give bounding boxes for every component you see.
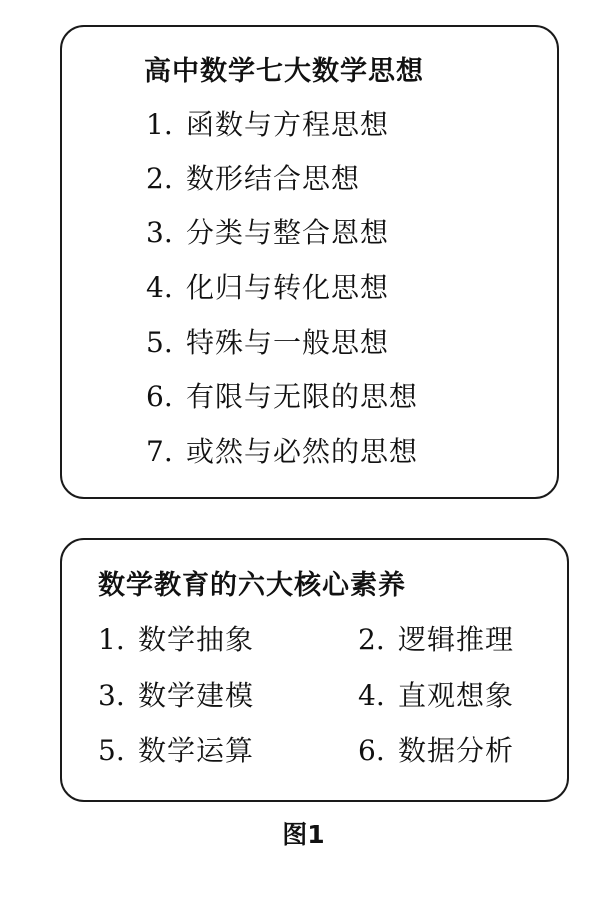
list-item [98, 680, 254, 712]
list-item [146, 272, 389, 304]
list-item [146, 436, 418, 468]
item-text: 数学运算 [138, 734, 255, 767]
item-number: 2. [358, 623, 385, 656]
item-number: 5. [98, 734, 125, 767]
list-item [358, 680, 514, 712]
item-number: 3. [146, 216, 173, 249]
list-item [146, 163, 360, 195]
list-item [358, 735, 514, 767]
item-number: 4. [358, 679, 385, 712]
list-item [146, 217, 389, 249]
list-item [146, 327, 389, 359]
core-literacy-title: 数学教育的六大核心素养 [98, 570, 406, 601]
item-text: 化归与转化思想 [186, 271, 390, 304]
item-text: 数据分析 [398, 734, 515, 767]
list-item [98, 624, 254, 656]
item-text: 分类与整合恩想 [186, 216, 390, 249]
item-text: 数学建模 [138, 679, 255, 712]
math-thoughts-title: 高中数学七大数学思想 [144, 56, 424, 87]
item-text: 函数与方程思想 [186, 108, 390, 141]
item-number: 7. [146, 435, 173, 468]
item-number: 1. [98, 623, 125, 656]
item-text: 直观想象 [398, 679, 515, 712]
list-item [358, 624, 514, 656]
list-item [146, 109, 389, 141]
item-text: 逻辑推理 [398, 623, 515, 656]
item-number: 1. [146, 108, 173, 141]
item-number: 6. [146, 380, 173, 413]
item-number: 2. [146, 162, 173, 195]
item-number: 6. [358, 734, 385, 767]
item-text: 数学抽象 [138, 623, 255, 656]
item-text: 数形结合思想 [186, 162, 361, 195]
item-text: 特殊与一般思想 [186, 326, 390, 359]
list-item [98, 735, 254, 767]
item-text: 或然与必然的思想 [186, 435, 419, 468]
figure-caption: 图1 [282, 820, 325, 849]
item-number: 4. [146, 271, 173, 304]
item-text: 有限与无限的思想 [186, 380, 419, 413]
core-literacy-box [60, 538, 569, 802]
list-item [146, 381, 418, 413]
item-number: 5. [146, 326, 173, 359]
math-thoughts-box [60, 25, 559, 499]
item-number: 3. [98, 679, 125, 712]
